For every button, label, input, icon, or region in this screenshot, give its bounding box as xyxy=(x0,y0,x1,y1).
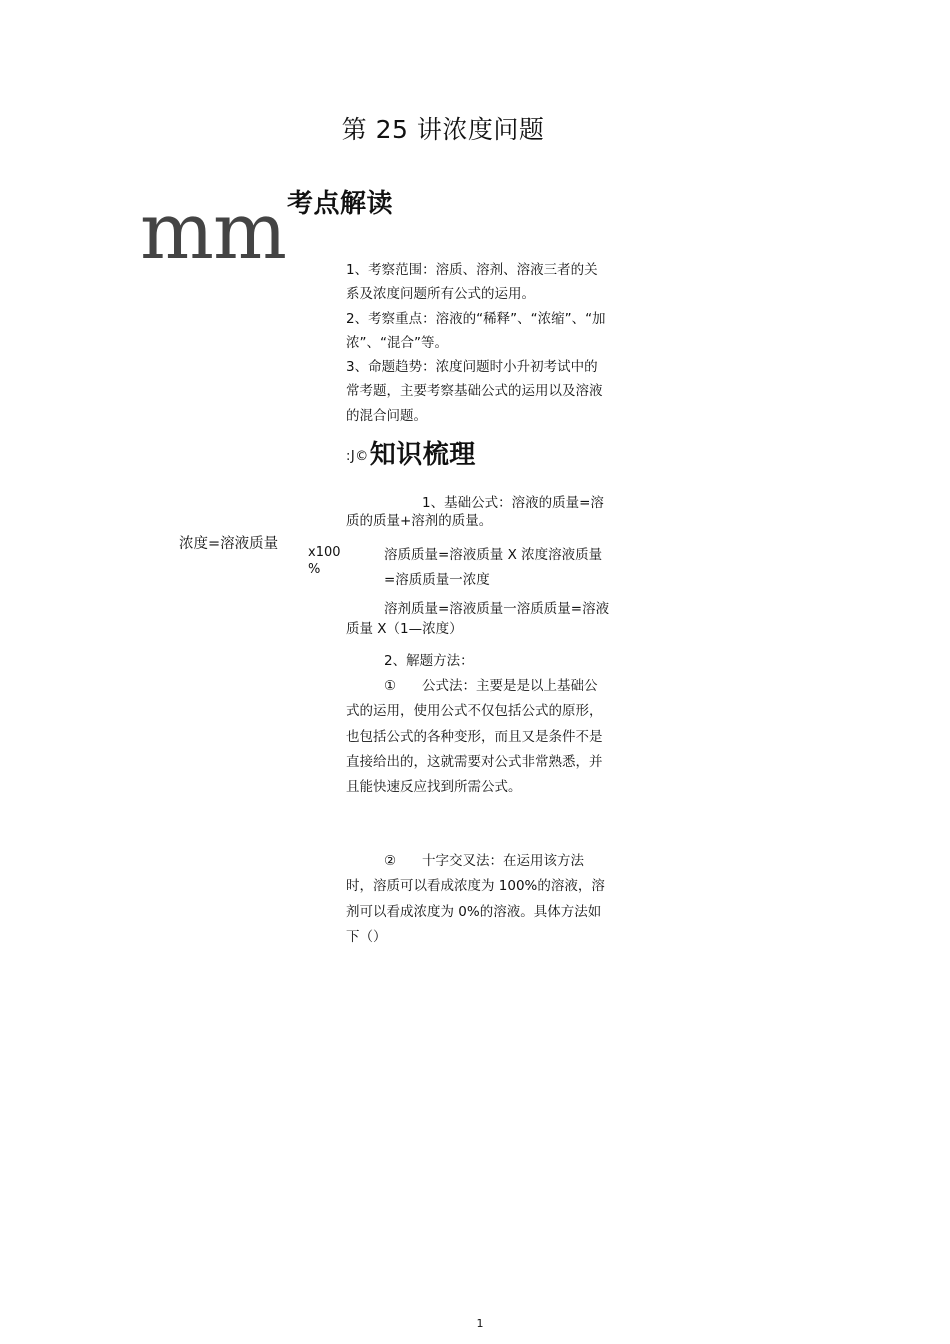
method-cross xyxy=(346,849,610,950)
method-marker: ② xyxy=(384,853,397,869)
concentration-formula xyxy=(179,534,278,554)
multiplier-text: x100 % xyxy=(308,545,341,577)
concentration-formula-label: 浓度= xyxy=(179,536,221,552)
exam-point-item: 3、命题趋势：浓度问题时小升初考试中的常考题，主要考察基础公式的运用以及溶液的混合问题。 xyxy=(346,359,603,424)
basic-formulas xyxy=(346,494,610,639)
methods-title: 2、解题方法： xyxy=(384,653,474,669)
concentration-formula-multiplier xyxy=(308,544,344,578)
method-formula xyxy=(346,674,610,800)
formula-solvent: 溶剂质量=溶液质量一溶质质量=溶液质量 X（1—浓度） xyxy=(346,601,610,637)
heading-prefix-mark: :J© xyxy=(346,449,369,464)
method-marker: ① xyxy=(384,678,397,694)
exam-point-item: 1、考察范围：溶质、溶剂、溶液三者的关系及浓度问题所有公式的运用。 xyxy=(346,262,598,303)
section-heading-exam-points: 考点解读 xyxy=(287,189,394,219)
method-text: 公式法：主要是是以上基础公式的运用，使用公式不仅包括公式的原形，也包括公式的各种变形，而且又是条件不是直接给出的，这就需要对公式非常熟悉，并且能快速反应找到所需公式。 xyxy=(346,678,603,796)
formula-solute: 溶质质量=溶液质量 X 浓度溶液质量=溶质质量一浓度 xyxy=(384,547,603,588)
page-number: 1 xyxy=(476,1317,484,1330)
page-title: 第 25 讲浓度问题 xyxy=(341,115,545,144)
exam-points-list xyxy=(346,258,610,428)
logo-mark: mm xyxy=(140,187,286,277)
basic-formula-title: 1、基础公式：溶液的质量=溶质的质量+溶剂的质量。 xyxy=(346,495,604,529)
section-heading-knowledge xyxy=(346,438,476,474)
method-text: 十字交叉法：在运用该方法时，溶质可以看成浓度为 100%的溶液，溶剂可以看成浓度为 0%的溶液。具体方法如下（） xyxy=(346,853,605,945)
heading-knowledge-text: 知识梳理 xyxy=(369,440,476,470)
concentration-formula-denominator: 溶液质量 xyxy=(220,536,279,552)
exam-point-item: 2、考察重点：溶液的“稀释”、“浓缩”、“加浓”、“混合”等。 xyxy=(346,310,606,351)
